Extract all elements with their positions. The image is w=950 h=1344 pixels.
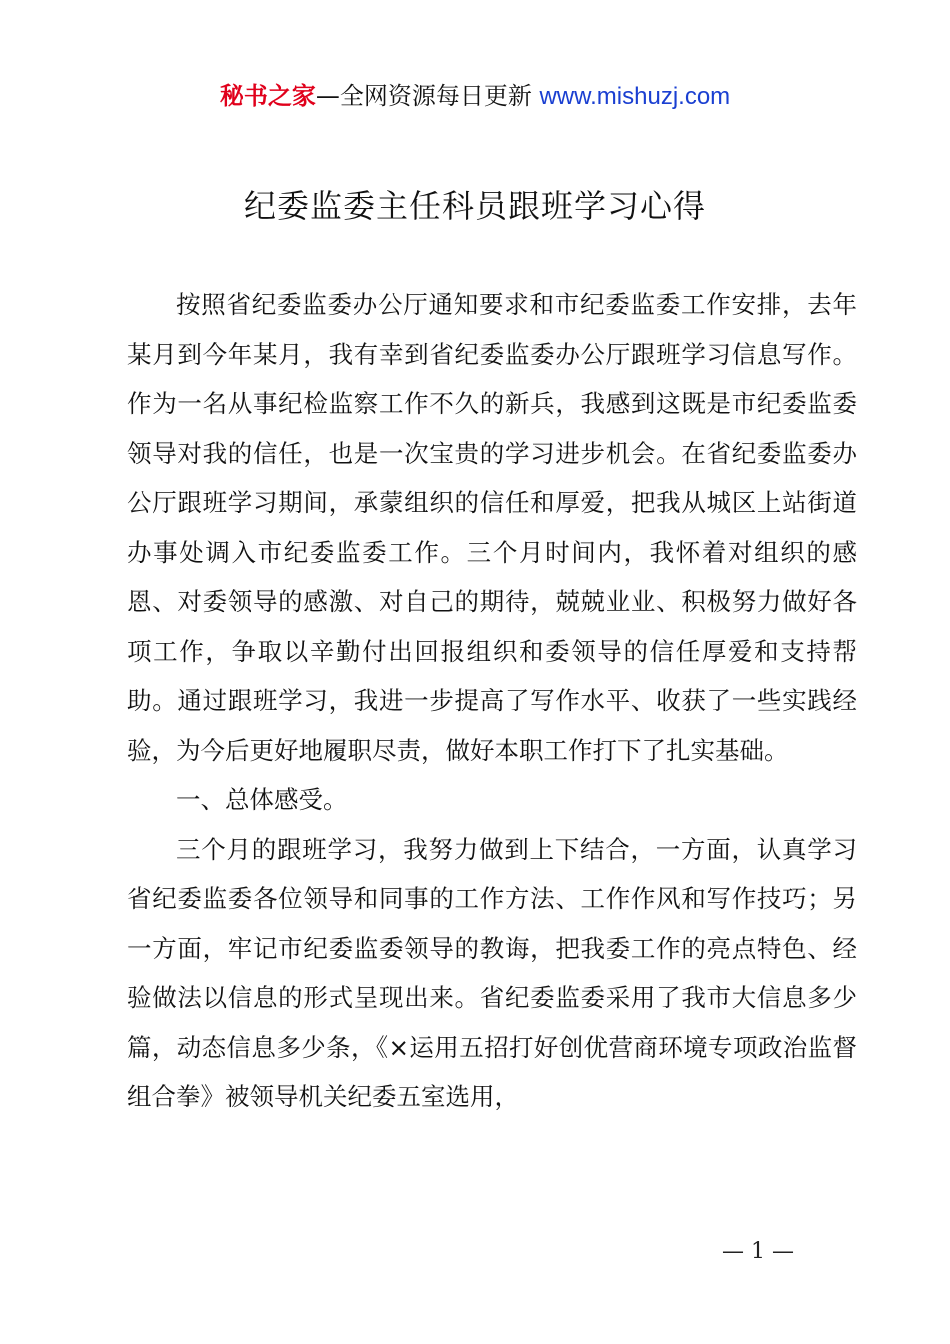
section-heading: 一、总体感受。 [176,785,348,814]
body-paragraph-section-1: 三个月的跟班学习，我努力做到上下结合，一方面，认真学习省纪委监委各位领导和同事的工作方法、工作作风和写作技巧；另一方面，牢记市纪委监委领导的教诲，把我委工作的亮点特色、经验做法以信息的形式呈现出来。省纪委监委采用了我市大信息多少篇，动态信息多少条，《×运用五招打好创优营商环境专项政治监督组合拳》被领导机关纪委五室选用， [127,834,857,1111]
page-number: — 1 — [722,1239,794,1264]
site-url-link[interactable]: www.mishuzj.com [539,83,731,110]
site-header [0,80,950,113]
document-title: 纪委监委主任科员跟班学习心得 [243,187,706,225]
document-body [127,280,857,1122]
site-brand: 秘书之家 [219,82,316,110]
body-paragraph-intro: 按照省纪委监委办公厅通知要求和市纪委监委工作安排，去年某月到今年某月，我有幸到省纪委监委办公厅跟班学习信息写作。作为一名从事纪检监察工作不久的新兵，我感到这既是市纪委监委领导对我的信任，也是一次宝贵的学习进步机会。在省纪委监委办公厅跟班学习期间，承蒙组织的信任和厚爱，把我从城区上站街道办事处调入市纪委监委工作。三个月时间内，我怀着对组织的感恩、对委领导的感激、对自己的期待，兢兢业业、积极努力做好各项工作，争取以辛勤付出回报组织和委领导的信任厚爱和支持帮助。通过跟班学习，我进一步提高了写作水平、收获了一些实践经验，为今后更好地履职尽责，做好本职工作打下了扎实基础。 [127,290,857,765]
site-tagline: —全网资源每日更新 [315,82,532,110]
